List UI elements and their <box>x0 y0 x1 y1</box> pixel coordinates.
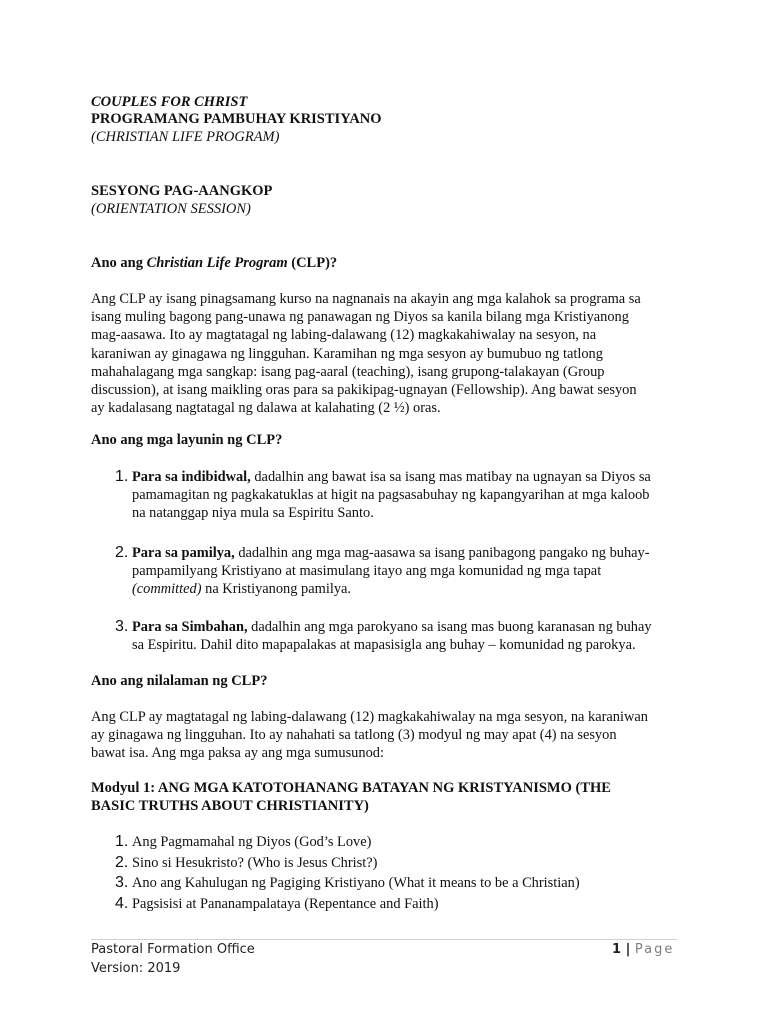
paragraph-line: ay kadalasang nagtatagal ng dalawa at kalahating (2 ½) oras. <box>91 400 441 417</box>
module-1-heading <box>91 779 611 815</box>
list-line: pampamilyang Kristiyano at masimulang itayo ang mga komunidad ng mga tapat <box>132 563 602 580</box>
list-line: na natanggap niya mula sa Espiritu Santo. <box>132 505 374 522</box>
list-item-text: dadalhin ang bawat isa sa isang mas matibay na ugnayan sa Diyos sa <box>250 469 651 485</box>
list-item-text: dadalhin ang mga mag-aasawa sa isang panibagong pangako ng buhay- <box>234 545 650 561</box>
list-number: 4. <box>115 894 129 912</box>
paragraph-line: bawat isa. Ang mga paksa ay ang mga sumusunod: <box>91 745 384 762</box>
list-item-emphasis: (committed) <box>132 581 202 598</box>
question-clp-contents: Ano ang nilalaman ng CLP? <box>91 673 268 689</box>
list-item-lead: Para sa indibidwal, <box>132 469 251 485</box>
list-item-text: Sino si Hesukristo? (Who is Jesus Christ?) <box>132 854 378 871</box>
list-line <box>132 544 692 562</box>
module-heading-line: Modyul 1: ANG MGA KATOTOHANANG BATAYAN NG KRISTYANISMO (THE <box>91 780 611 796</box>
list-number: 1. <box>115 833 129 850</box>
module-heading-line: BASIC TRUTHS ABOUT CHRISTIANITY) <box>91 798 369 815</box>
footer-office: Pastoral Formation Office <box>91 942 255 957</box>
list-line: sa Espiritu. Dahil dito mapapalakas at mapasisigla ang buhay – komunidad ng parokya. <box>132 637 636 654</box>
question-suffix: (CLP)? <box>287 255 338 271</box>
list-line <box>132 580 692 598</box>
paragraph-line: discussion), at isang maikling oras para sa pakikipag-ugnayan (Fellowship). Ang bawat sesyon <box>91 382 637 399</box>
page-label: Page <box>634 942 675 957</box>
footer-divider <box>91 939 677 940</box>
question-emphasis: Christian Life Program <box>146 255 288 271</box>
footer-page-indicator <box>612 942 674 957</box>
question-what-is-clp <box>91 255 337 272</box>
list-line <box>132 468 692 486</box>
paragraph-line: mag-aasawa. Ito ay magtatagal ng labing-dalawang (12) magkakahiwalay na sesyon, na <box>91 327 597 344</box>
list-item-text: Pagsisisi at Pananampalataya (Repentance and Faith) <box>132 895 439 912</box>
paragraph-line: Ang CLP ay isang pinagsamang kurso na nagnanais na akayin ang mga kalahok sa programa sa <box>91 291 641 307</box>
list-number: 2. <box>115 544 129 561</box>
session-title-english: (ORIENTATION SESSION) <box>91 201 251 217</box>
list-line <box>132 618 692 636</box>
list-item-text: dadalhin ang mga parokyano sa isang mas buong karanasan ng buhay <box>247 619 652 635</box>
list-item-lead: Para sa Simbahan, <box>132 619 248 635</box>
page-number: 1 <box>612 942 622 957</box>
list-item-lead: Para sa pamilya, <box>132 545 235 561</box>
list-number: 2. <box>115 853 129 871</box>
list-number: 3. <box>115 618 129 635</box>
list-item-text: Ano ang Kahulugan ng Pagiging Kristiyano (What it means to be a Christian) <box>132 875 580 891</box>
clp-description-paragraph <box>91 290 679 417</box>
org-name: COUPLES FOR CHRIST <box>91 94 248 110</box>
footer-version: Version: 2019 <box>91 961 181 976</box>
paragraph-line: karaniwan ay ginagawa ng lingguhan. Karamihan ng mga sesyon ay bumubuo ng tatlong <box>91 345 603 362</box>
list-number: 1. <box>115 468 129 485</box>
list-item-text: Ang Pagmamahal ng Diyos (God’s Love) <box>132 834 372 850</box>
question-prefix: Ano ang <box>91 255 147 271</box>
list-item-text: na Kristiyanong pamilya. <box>201 581 352 598</box>
page-separator: | <box>621 942 635 957</box>
program-title: PROGRAMANG PAMBUHAY KRISTIYANO <box>91 111 382 127</box>
session-title: SESYONG PAG-AANGKOP <box>91 183 273 199</box>
paragraph-line: isang muling bagong pang-unawa ng panawagan ng Diyos sa kanila bilang mga Kristiyanong <box>91 309 629 326</box>
program-title-english: (CHRISTIAN LIFE PROGRAM) <box>91 129 280 145</box>
clp-contents-paragraph <box>91 708 679 763</box>
list-number: 3. <box>115 874 129 891</box>
paragraph-line: ay ginagawa ng lingguhan. Ito ay nahahati sa tatlong (3) modyul ng may apat (4) na sesyon <box>91 727 617 744</box>
question-clp-objectives: Ano ang mga layunin ng CLP? <box>91 432 283 448</box>
paragraph-line: mahahalagang mga sangkap: isang pag-aaral (teaching), isang grupong-talakayan (Group <box>91 363 605 380</box>
list-line: pamamagitan ng pagkakatuklas at higit na pagsasabuhay ng kapangyarihan at mga kaloob <box>132 487 650 504</box>
paragraph-line: Ang CLP ay magtatagal ng labing-dalawang (12) magkakahiwalay na mga sesyon, na karaniwan <box>91 709 648 725</box>
